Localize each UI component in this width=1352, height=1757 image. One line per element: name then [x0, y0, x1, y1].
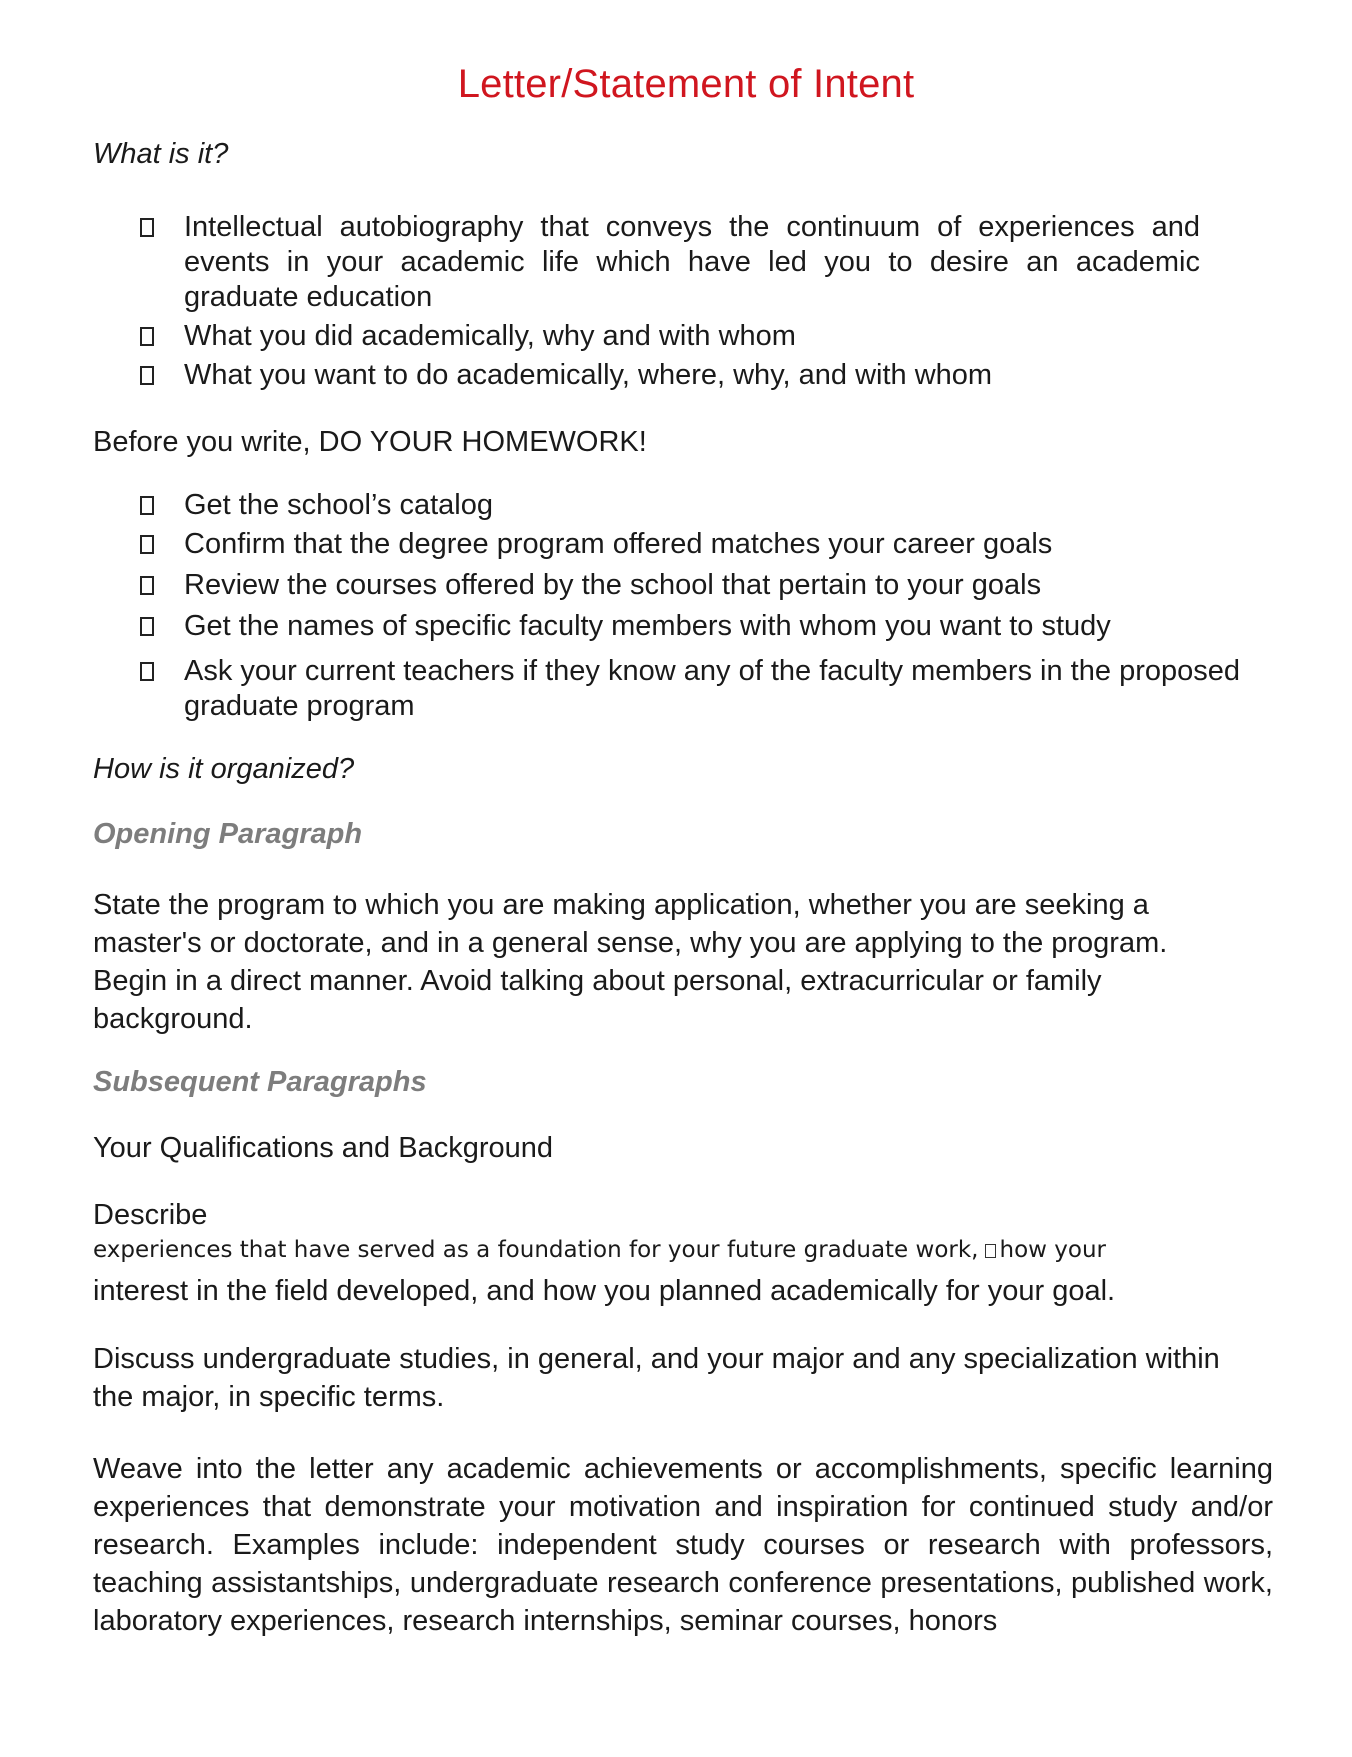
homework-list — [140, 488, 1240, 724]
describe-line: interest in the field developed, and how you planned academically for your goal. — [93, 1275, 1116, 1307]
list-item: Confirm that the degree program offered matches your career goals — [140, 527, 1240, 562]
checkbox-icon — [140, 496, 154, 515]
subsequent-paragraphs-heading: Subsequent Paragraphs — [93, 1066, 427, 1098]
checkbox-icon — [140, 662, 154, 681]
document-title: Letter/Statement of Intent — [457, 62, 915, 106]
what-is-it-list — [140, 210, 1200, 393]
homework-heading: Before you write, DO YOUR HOMEWORK! — [93, 426, 647, 458]
checkbox-icon — [140, 218, 154, 237]
list-item: What you want to do academically, where, why, and with whom — [140, 358, 1200, 393]
what-is-it-heading: What is it? — [93, 138, 229, 170]
opening-paragraph-heading: Opening Paragraph — [93, 818, 363, 850]
weave-paragraph: Weave into the letter any academic achievements or accomplishments, specific learning experiences that demonstrate your motivation and inspiration for continued study and/or research. Examples include: independent study courses or research with professors, teaching assistantships, undergraduate research conference presentations, published work, laboratory experiences, research internships, seminar courses, honors — [93, 1453, 1273, 1637]
discuss-paragraph: Discuss undergraduate studies, in general, and your major and any specialization within the major, in specific terms. — [93, 1343, 1220, 1413]
checkbox-icon — [140, 576, 154, 595]
list-item: Review the courses offered by the school that pertain to your goals — [140, 568, 1240, 603]
opening-paragraph-text: State the program to which you are making application, whether you are seeking a master's or doctorate, and in a general sense, why you are applying to the program. Begin in a direct manner. Avoid talking about personal, extracurricular or family background. — [93, 889, 1168, 1035]
checkbox-icon — [140, 535, 154, 554]
list-item: What you did academically, why and with whom — [140, 319, 1200, 354]
list-item: Ask your current teachers if they know any of the faculty members in the proposed graduate program — [140, 654, 1240, 724]
checkbox-icon — [985, 1244, 996, 1258]
qualifications-heading: Your Qualifications and Background — [93, 1132, 554, 1164]
describe-small-line: experiences that have served as a foundation for your future graduate work, how your — [93, 1237, 1106, 1263]
checkbox-icon — [140, 617, 154, 636]
list-item: Get the school’s catalog — [140, 488, 1240, 523]
checkbox-icon — [140, 327, 154, 346]
describe-label: Describe — [93, 1199, 208, 1231]
list-item: Intellectual autobiography that conveys the continuum of experiences and events in your academic life which have led you to desire an academic graduate education — [140, 210, 1200, 315]
checkbox-icon — [140, 366, 154, 385]
how-organized-heading: How is it organized? — [93, 753, 355, 785]
list-item: Get the names of specific faculty members with whom you want to study — [140, 609, 1240, 644]
